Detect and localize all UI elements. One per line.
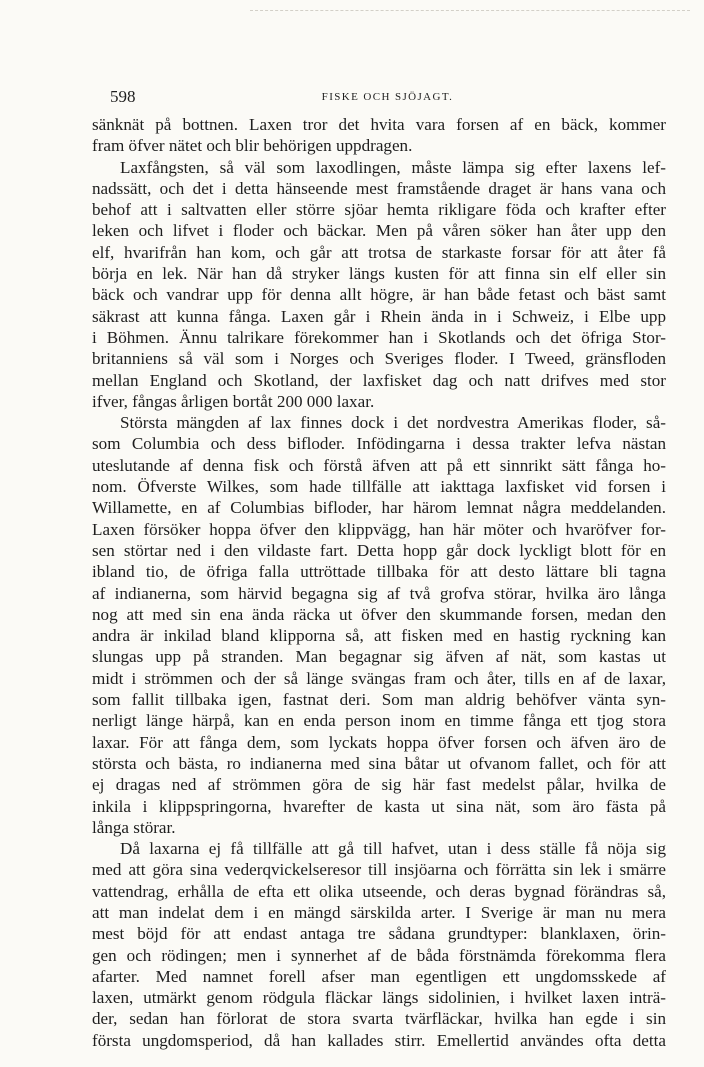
page-number: 598 [110,87,136,106]
text-line: nom. Öfverste Wilkes, som hade tillfälle att iakttaga laxfisket vid forsen i [92,477,666,497]
text-line: Största mängden af lax finnes dock i det nordvestra Amerikas floder, så- [120,413,666,433]
running-head: FISKE OCH SJÖJAGT. [321,91,454,103]
text-line: ifver, fångas årligen bortåt 200 000 laxar. [92,391,375,411]
text-line: andra är inkilad bland klipporna så, att fisken med en hastig ryckning kan [92,626,666,646]
text-line: med att göra sina vederqvickelseresor till insjöarna och förrätta sin lek i smärre [92,860,666,880]
text-line: mest böjd för att endast antaga tre sådana grundtyper: blanklaxen, örin- [92,924,666,944]
text-line: sen störtar ned i den vildaste fart. Detta hopp går dock lyckligt blott för en [92,540,666,560]
text-line: inkila i klippspringorna, hvarefter de kasta ut sina nät, som äro fästa på [92,796,666,816]
text-line: i Böhmen. Ännu talrikare förekommer han i Skotlands och det öfriga Stor- [92,327,666,347]
text-line: ibland tio, de öfriga falla uttröttade tillbaka för att desto lättare bli tagna [92,562,666,582]
text-line: midt i strömmen och der så länge svängas fram och åter, tills en af de laxar, [92,668,666,688]
text-line: nog att med sin ena ända räcka ut öfver den skummande forsen, medan den [92,604,666,624]
text-line: laxen, utmärkt genom rödgula fläckar längs sidolinien, i hvilket laxen inträ- [92,988,666,1008]
text-line: Laxfångsten, så väl som laxodlingen, måste lämpa sig efter laxens lef- [120,157,666,177]
text-line: bäck och vandrar upp för denna allt högre, är han både fetast och bäst samt [92,285,666,305]
text-line: elf, hvarifrån han kom, och går att trotsa de starkaste forsar för att åter få [92,242,666,262]
scan-edge-line [250,10,690,11]
text-line: laxar. För att fånga dem, som lyckats hoppa öfver forsen och äfven äro de [92,732,666,752]
text-line: som Columbia och dess bifloder. Infödingarna i dessa trakter lefva nästan [92,434,666,454]
text-line: fram öfver nätet och blir behörigen uppdragen. [92,136,413,156]
text-line: Laxen försöker hoppa öfver den klippvägg, han här möter och hvaröfver for- [92,519,666,539]
text-line: första ungdomsperiod, då han kallades stirr. Emellertid användes ofta detta [92,1030,666,1050]
text-line: ej dragas ned af strömmen göra de sig här fast medelst pålar, hvilka de [92,775,666,795]
text-line: uteslutande af denna fisk och förstå äfven att på ett sinnrikt sätt fånga ho- [92,455,666,475]
text-line: Willamette, en af Columbias bifloder, har härom lemnat några meddelanden. [92,498,666,518]
text-line: Då laxarna ej få tillfälle att gå till hafvet, utan i dess ställe få nöja sig [120,839,666,859]
text-line: sänknät på bottnen. Laxen tror det hvita vara forsen af en bäck, kommer [92,115,666,134]
text-line: som fallit tillbaka igen, fastnat deri. Som man aldrig behöfver vänta syn- [92,690,666,710]
text-line: der, sedan han förlorat de stora svarta tvärfläckar, hvilka han egde i sin [92,1009,666,1029]
body-text [92,114,666,1051]
text-line: afarter. Med namnet forell afser man egentligen ett ungdomsskede af [92,966,666,986]
text-line: behof att i saltvatten eller större sjöar hemta rikligare föda och krafter efter [92,200,666,220]
text-line: mellan England och Skotland, der laxfisket dag och natt drifves med stor [92,370,666,390]
page-header [110,87,665,105]
text-line: att man indelat dem i en mängd särskilda arter. I Sverige är man nu mera [92,902,666,922]
text-line: långa störar. [92,817,176,837]
text-line: börja en lek. När han då stryker längs kusten för att finna sin elf eller sin [92,264,666,284]
text-line: af indianerna, som härvid begagna sig af två grofva störar, hvilka äro långa [92,583,666,603]
text-line: vattendrag, erhålla de efta ett olika utseende, och deras bygnad förändras så, [92,881,666,901]
text-line: nerligt länge härpå, kan en enda person inom en timme fånga ett tjog stora [92,711,666,731]
text-line: leken och lifvet i floder och bäckar. Men på våren söker han åter upp den [92,221,666,241]
text-line: slungas upp på stranden. Man begagnar sig äfven af nät, som kastas ut [92,647,666,667]
text-line: nadssätt, och det i detta hänseende mest framstående draget är hans vana och [92,178,666,198]
text-line: säkrast att kunna fånga. Laxen går i Rhein ända in i Schweiz, i Elbe upp [92,306,666,326]
text-line: britanniens så väl som i Norges och Sveriges floder. I Tweed, gränsfloden [92,349,666,369]
text-line: största och bästa, ro indianerna med sina båtar ut ofvanom fallet, och för att [92,753,666,773]
text-line: gen och rödingen; men i synnerhet af de båda förstnämda förekomma flera [92,945,666,965]
